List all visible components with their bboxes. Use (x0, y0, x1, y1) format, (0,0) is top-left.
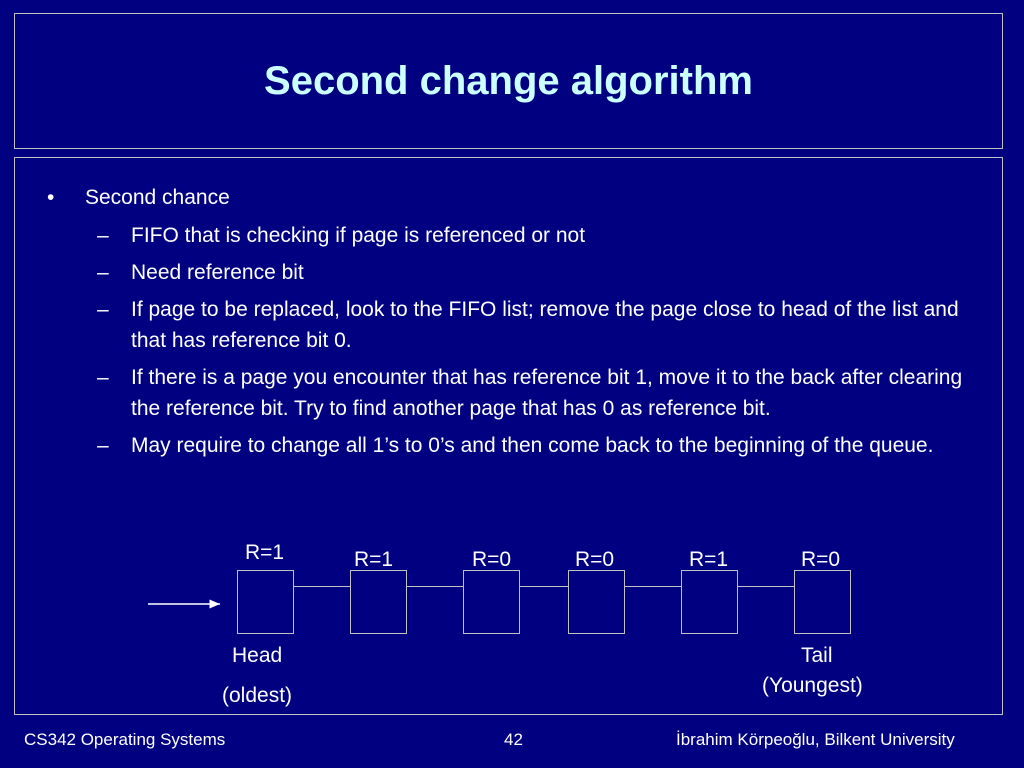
page-frame-node (794, 570, 851, 634)
page-frame-node (350, 570, 407, 634)
head-sublabel: (oldest) (222, 684, 293, 707)
page-frame-node (568, 570, 625, 634)
slide-title: Second change algorithm (264, 58, 753, 103)
ref-bit-label: R=0 (801, 548, 841, 571)
page-frame-node (681, 570, 738, 634)
page-frame-node (237, 570, 294, 634)
bullet-text: Second chance (85, 186, 230, 209)
sub-bullet-marker: – (97, 224, 109, 247)
sub-bullet-marker: – (97, 434, 109, 457)
ref-bit-label: R=1 (689, 548, 729, 571)
sub-bullet-text: Need reference bit (131, 261, 304, 284)
queue-link (407, 586, 463, 587)
tail-sublabel: (Youngest) (762, 674, 863, 697)
sub-bullet-marker: – (97, 298, 109, 321)
sub-bullet-text: If page to be replaced, look to the FIFO list; remove the page close to head of the list and that has reference bit 0. (131, 298, 959, 352)
queue-link (294, 586, 350, 587)
ref-bit-label: R=0 (472, 548, 512, 571)
ref-bit-label: R=1 (245, 541, 285, 564)
queue-link (520, 586, 568, 587)
footer-author: İbrahim Körpeoğlu, Bilkent University (676, 730, 955, 749)
sub-bullet-text: If there is a page you encounter that has reference bit 1, move it to the back after clearing the reference bit. Try to find another page that has 0 as reference bit. (131, 366, 963, 420)
ref-bit-label: R=1 (354, 548, 394, 571)
page-frame-node (463, 570, 520, 634)
queue-link (738, 586, 794, 587)
sub-bullet-marker: – (97, 261, 109, 284)
queue-link (625, 586, 681, 587)
sub-bullet-text: May require to change all 1’s to 0’s and then come back to the beginning of the queue. (131, 434, 934, 457)
footer-page-number: 42 (504, 730, 523, 749)
head-label: Head (232, 644, 283, 667)
ref-bit-label: R=0 (575, 548, 615, 571)
footer-course: CS342 Operating Systems (24, 730, 226, 749)
bullet-marker: • (47, 186, 55, 209)
sub-bullet-text: FIFO that is checking if page is referenced or not (131, 224, 586, 247)
sub-bullet-marker: – (97, 366, 109, 389)
tail-label: Tail (801, 644, 833, 667)
